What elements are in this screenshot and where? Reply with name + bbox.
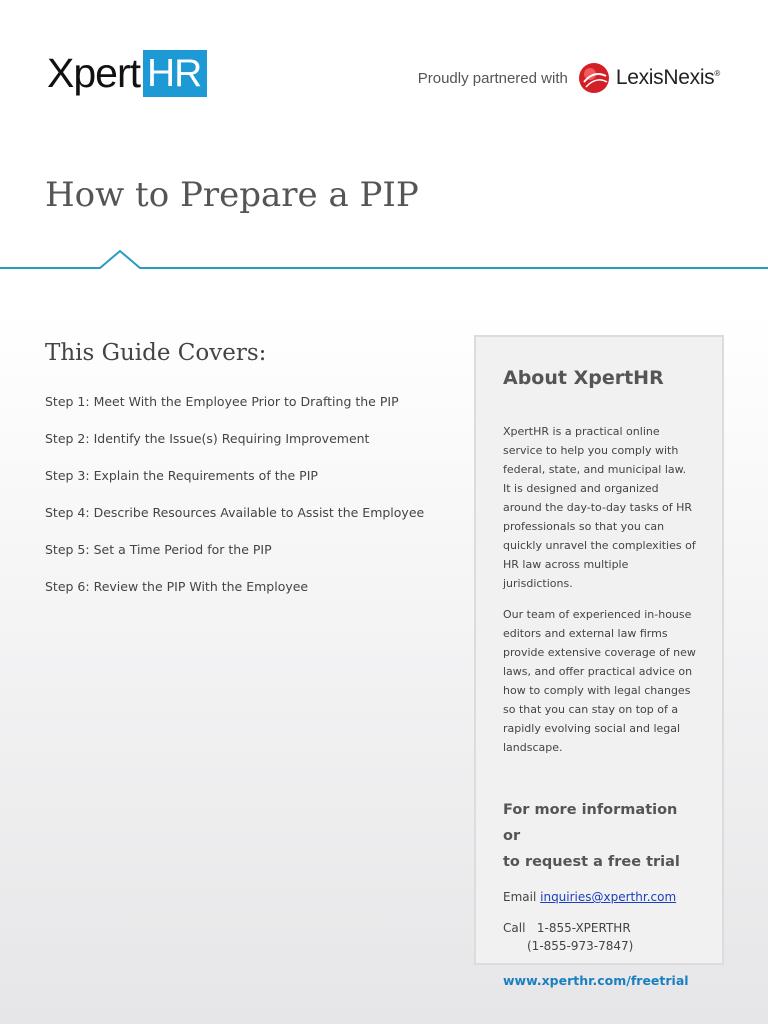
steps-list [45, 392, 424, 614]
call-line [503, 919, 696, 955]
xperthr-logo [47, 48, 207, 98]
about-paragraph: Our team of experienced in-house editors and external law firms provide extensive coverage of new laws, and offer practical advice on how to comply with legal changes so that you can stay on top of a rapidly evolving social and legal landscape. [503, 608, 696, 754]
step-item: Step 6: Review the PIP With the Employee [45, 579, 309, 594]
title-divider [0, 248, 768, 274]
email-label: Email [503, 890, 537, 904]
phone-number: 1-855-XPERTHR [536, 921, 631, 935]
covers-title: This Guide Covers: [45, 340, 267, 366]
partner-name: LexisNexis® [615, 66, 720, 89]
logo-box: HR [143, 50, 207, 97]
logo-word: Xpert [47, 49, 140, 96]
partner-text: Proudly partnered with [417, 69, 568, 87]
about-panel [474, 335, 724, 988]
email-link[interactable]: inquiries@xperthr.com [540, 890, 677, 904]
email-line [503, 890, 696, 904]
call-label: Call [503, 921, 526, 935]
about-title: About XpertHR [503, 367, 664, 389]
more-info-line: For more information or [503, 802, 678, 844]
page-title: How to Prepare a PIP [45, 175, 419, 215]
about-paragraph: XpertHR is a practical online service to help you comply with federal, state, and municipal law. It is designed and organized around the day-to-day tasks of HR professionals so that you can quickly unravel the complexities of HR law across multiple jurisdictions. [503, 425, 696, 590]
step-item: Step 5: Set a Time Period for the PIP [45, 542, 272, 557]
step-item: Step 3: Explain the Requirements of the PIP [45, 468, 318, 483]
step-item: Step 1: Meet With the Employee Prior to Drafting the PIP [45, 394, 399, 409]
more-info-heading [503, 797, 696, 875]
registered-mark: ® [714, 69, 720, 78]
more-info-line: to request a free trial [503, 854, 680, 870]
website-link[interactable]: www.xperthr.com/freetrial [503, 973, 689, 988]
lexisnexis-logo-icon [578, 62, 610, 94]
step-item: Step 2: Identify the Issue(s) Requiring Improvement [45, 431, 370, 446]
partner-block [418, 62, 720, 94]
phone-number-alt: (1-855-973-7847) [527, 939, 634, 953]
step-item: Step 4: Describe Resources Available to Assist the Employee [45, 505, 425, 520]
